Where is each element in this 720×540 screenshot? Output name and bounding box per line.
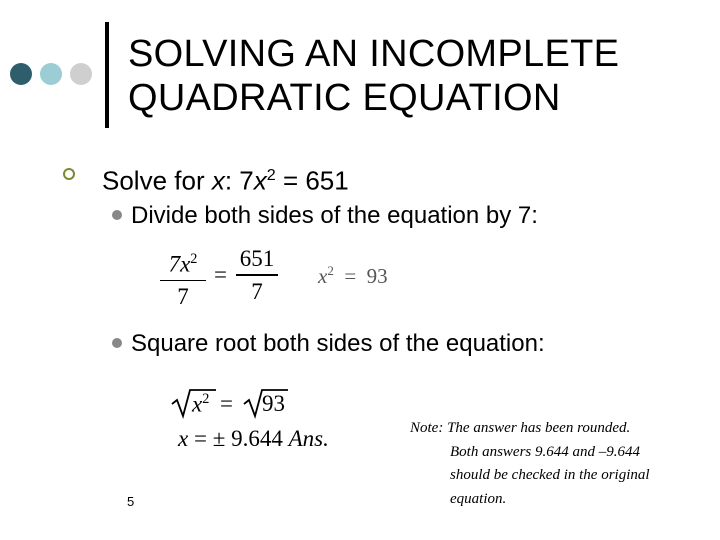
answer-value: = ± 9.644	[188, 426, 289, 451]
result-value: = 93	[333, 264, 388, 288]
dot-light-teal	[40, 63, 62, 85]
dot-bullet-icon	[112, 338, 122, 348]
fraction-equals: =	[214, 262, 227, 287]
bullet-middle: : 7	[224, 165, 254, 196]
sqrt-left-exp: 2	[202, 391, 210, 407]
bullet-prefix: Solve for	[102, 165, 212, 196]
result-variable: x	[318, 264, 328, 288]
note-line-1: Note: The answer has been rounded.	[410, 420, 631, 436]
note-line-4: equation.	[450, 490, 507, 507]
left-denominator: 7	[177, 284, 189, 310]
title-line-2: QUADRATIC EQUATION	[128, 77, 561, 119]
rounding-note	[410, 417, 650, 511]
right-numerator: 651	[239, 246, 275, 271]
sub-bullet-sqrt-text: Square root both sides of the equation:	[131, 330, 545, 357]
sqrt-left-var: x	[192, 391, 203, 417]
sqrt-left	[192, 391, 209, 418]
title-divider	[105, 22, 109, 128]
dot-bullet-icon	[112, 210, 122, 220]
left-fraction	[160, 246, 206, 309]
right-denominator: 7	[251, 278, 263, 304]
bullet-variable: x	[211, 165, 225, 196]
note-line-2: Both answers 9.644 and –9.644	[450, 443, 641, 460]
right-fraction	[236, 246, 278, 304]
left-fraction-bar	[160, 280, 206, 282]
sub-bullet-divide-text: Divide both sides of the equation by 7:	[131, 202, 538, 229]
division-equation	[160, 246, 320, 314]
main-bullet-text	[102, 160, 349, 196]
sqrt-equation	[170, 386, 370, 456]
right-fraction-bar	[236, 274, 278, 276]
sqrt-right: 93	[262, 391, 285, 416]
bullet-variable-2: x	[253, 165, 267, 196]
bullet-exponent: 2	[266, 166, 276, 184]
dot-gray	[70, 63, 92, 85]
left-numerator	[160, 246, 206, 278]
title-line-1: SOLVING AN INCOMPLETE	[128, 33, 620, 75]
bullet-suffix: = 651	[275, 165, 349, 196]
slide-title	[128, 32, 619, 120]
answer-variable: x	[178, 426, 189, 451]
answer-line	[178, 426, 329, 452]
note-line-3: should be checked in the original	[450, 467, 650, 483]
left-numerator-exp: 2	[190, 251, 198, 267]
decorative-dots	[10, 63, 94, 87]
answer-suffix: Ans.	[288, 426, 329, 451]
page-number: 5	[127, 494, 135, 509]
sqrt-equals: =	[220, 391, 233, 416]
dot-dark	[10, 63, 32, 85]
left-numerator-text: 7x	[168, 251, 191, 277]
result-exponent: 2	[327, 263, 334, 278]
circle-bullet-icon	[62, 167, 76, 181]
division-result	[318, 263, 388, 289]
